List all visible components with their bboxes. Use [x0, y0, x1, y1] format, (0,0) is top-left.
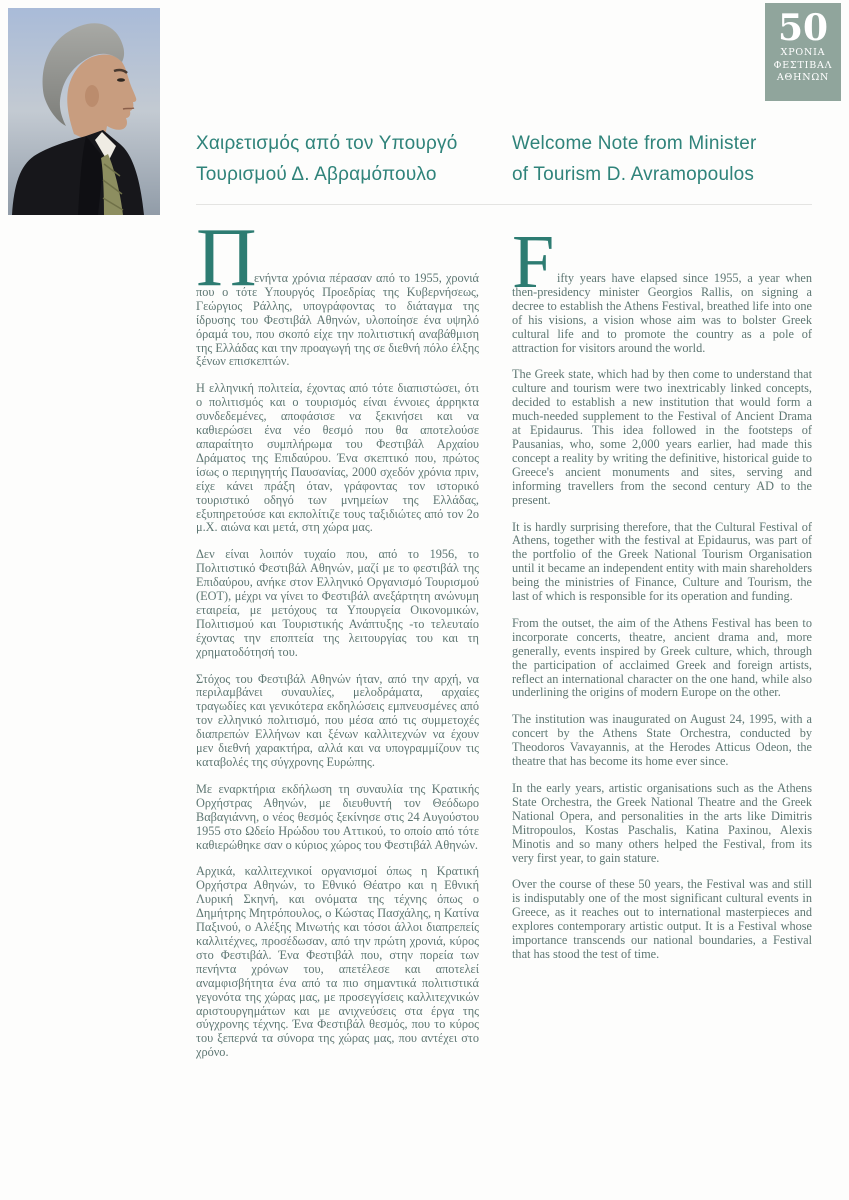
logo-line-athinon: ΑΘΗΝΩΝ [776, 72, 830, 83]
greek-heading-line-1: Χαιρετισμός από τον Υπουργό [196, 133, 458, 154]
greek-paragraph: Αρχικά, καλλιτεχνικοί οργανισμοί όπως η Κρατική Ορχήστρα Αθηνών, το Εθνικό Θέατρο και η Εθνική Λυρική Σκηνή, και ονόματα της τέχνης όπως ο Δημήτρης Μητρόπουλος, ο Κώστας Πασχάλης, η Κατίνα Παξινού, ο Αλέξης Μινωτής και τόσοι άλλοι διαπρεπείς καλλιτέχνες, προσέδωσαν, από την πρώτη χρονιά, κύρος στο Φεστιβάλ. Ένα Φεστιβάλ που, στην πορεία των πενήντα χρόνων του, απετέλεσε και αποτελεί αναμφισβήτητα ένα από τα πιο σημαντικά πολιτιστικά γεγονότα της χώρας μας, με προσεγγίσεις καλλιτεχνικών αριστουργημάτων και με ανιχνεύσεις στα έργα της σύγχρονης τέχνης. Ένα Φεστιβάλ θεσμός, που το κύρος του ξεπερνά τα σύνορα της χώρας μας, που αντέχει στο χρόνο. [196, 864, 479, 1060]
drop-cap-letter: Π [196, 211, 257, 304]
greek-paragraph: Δεν είναι λοιπόν τυχαίο που, από το 1956, το Πολιτιστικό Φεστιβάλ Αθηνών, μαζί με το φεστιβάλ της Επιδαύρου, ανήκε στον Ελληνικό Οργανισμό Τουρισμού (ΕΟΤ), μέχρι να γίνει το Φεστιβάλ ανεξάρτητη ανώνυμη εταιρεία, με μετόχους τα Υπουργεία Οικονομικών, Πολιτισμού και Τουριστικής Ανάπτυξης -το τελευταίο έχοντας την εποπτεία της λειτουργίας του και τη χρηματοδότησή του. [196, 547, 479, 659]
english-paragraph: Over the course of these 50 years, the Festival was and still is indisputably one of the most significant cultural events in Greece, as it reaches out to international masterpieces and explores contemporary artistic output. It is a Festival whose importance transcends our national boundaries, a Festival that has stood the test of time. [512, 877, 812, 961]
greek-heading-line-2: Τουρισμού Δ. Αβραμόπουλο [196, 164, 437, 185]
english-paragraph: The institution was inaugurated on August 24, 1995, with a concert by the Athens State Orchestra, conducted by Theodoros Vavayannis, at the Herodes Atticus Odeon, the theatre that has become its home ever since. [512, 712, 812, 769]
english-paragraph: In the early years, artistic organisations such as the Athens State Orchestra, the Greek National Theatre and the Greek National Opera, and personalities in the arts like Dimitris Mitropoulos, Kostas Paschalis, Katina Paxinou, Alexis Minotis and so many others helped the Festival, from its very first year, to gain stature. [512, 781, 812, 865]
greek-lead-paragraph [196, 211, 479, 369]
drop-cap-letter: F [512, 220, 555, 304]
logo-number: 50 [777, 7, 829, 49]
greek-paragraph: Η ελληνική πολιτεία, έχοντας από τότε διαπιστώσει, ότι ο πολιτισμός και ο τουρισμός είναι έννοιες άρρηκτα συνδεδεμένες, αποφάσισε να ξεκινήσει και να καθιερώσει ένα νέο θεσμό που θα αποτελούσε απαραίτητο συμπλήρωμα του Φεστιβάλ Αρχαίου Δράματος της Επιδαύρου. Ένα σκεπτικό που, πρώτος ίσως ο περιηγητής Παυσανίας, 2000 σχεδόν χρόνια πριν, είχε κάνει πράξη όταν, γράφοντας τον ιστορικό τουριστικό οδηγό των μνημείων της Ελλάδας, εξυπηρετούσε και εκπολίτιζε τους ταξιδιώτες από τον 2ο μ.Χ. αιώνα και μετά, στη χώρα μας. [196, 381, 479, 535]
logo-line-festival: ΦΕΣΤΙΒΑΛ [773, 59, 833, 71]
english-paragraph: From the outset, the aim of the Athens Festival has been to incorporate concerts, theatre, ancient drama and, more generally, events inspired by Greek culture, which, through the participation of acclaimed Greek and foreign artists, reflect an international character on the one hand, while also underlining the origins of modern Europe on the other. [512, 615, 812, 700]
greek-paragraph: Στόχος του Φεστιβάλ Αθηνών ήταν, από την αρχή, να περιλαμβάνει συναυλίες, μελοδράματα, αρχαίες τραγωδίες και γενικότερα εκδηλώσεις εμπνευσμένες από τον ελληνικό πολιτισμό, που μέσα από τις συμμετοχές διαπρεπών Ελλήνων και ξένων καλλιτεχνών να έχουν μεν διεθνή χαρακτήρα, αλλά και να υπογραμμίζουν τις καταβολές της σύγχρονης Ευρώπης. [196, 671, 479, 769]
greek-paragraph: Με εναρκτήρια εκδήλωση τη συναυλία της Κρατικής Ορχήστρας Αθηνών, με διευθυντή τον Θεόδωρο Βαβαγιάννη, ο νέος θεσμός ξεκίνησε στις 24 Αυγούστου 1955 στο Ωδείο Ηρώδου του Αττικού, το οποίο από τότε καθιερώθηκε σαν ο κύριος χώρος του Φεστιβάλ Αθηνών. [196, 781, 479, 852]
english-paragraph: The Greek state, which had by then come to understand that culture and tourism were two inextricably linked concepts, decided to establish a new institution that would form a much-needed supplement to the Festival of Ancient Drama at Epidaurus. This idea followed in the footsteps of Pausanias, who, some 2,000 years earlier, had made this concept a reality by writing the definitive, historical guide to Greece's ancient monuments and sites, serving and informing travellers from the second century AD to the present. [512, 367, 812, 507]
english-heading [512, 128, 812, 190]
greek-lead-text: ενήντα χρόνια πέρασαν από το 1955, χρονιά που ο τότε Υπουργός Προεδρίας της Κυβερνήσεως, Γεώργιος Ράλλης, υπογράφοντας το διάταγμα της ίδρυσης του Φεστιβάλ Αθηνών, υλοποίησε ένα υψηλό όραμά του, που σκοπό είχε την πολιτιστική αναβάθμιση της Ελλάδας και την προαγωγή της σε διεθνή πόλο έλξης ξένων επισκεπτών. [196, 271, 479, 369]
english-heading-line-1: Welcome Note from Minister [512, 133, 757, 154]
english-heading-line-2: of Tourism D. Avramopoulos [512, 164, 755, 185]
anniversary-logo [765, 3, 841, 101]
english-column [512, 222, 812, 1073]
headings-row [196, 128, 812, 190]
english-paragraph: It is hardly surprising therefore, that the Cultural Festival of Athens, together with the festival at Epidaurus, was part of the portfolio of the Greek National Tourism Organisation until it became an independent entity with main shareholders being the ministries of Finance, Culture and Tourism, the last of which is responsible for its operation and funding. [512, 519, 812, 604]
english-drop-cap [512, 220, 557, 304]
logo-line-chronia: ΧΡΟΝΙΑ [780, 47, 826, 58]
english-lead-text: ifty years have elapsed since 1955, a year when then-presidency minister Georgios Rallis, on signing a decree to establish the Athens Festival, breathed life into one of his visions, a vision whose aim was to bolster Greek cultural life and to promote the country as a pole of attraction for visitors around the world. [512, 271, 812, 355]
body-columns [196, 211, 812, 1073]
divider-rule [196, 204, 812, 205]
greek-drop-cap [196, 211, 257, 304]
greek-heading [196, 128, 479, 190]
portrait-illustration [8, 8, 160, 215]
minister-portrait-photo [8, 8, 160, 215]
greek-column [196, 211, 479, 1073]
english-lead-paragraph [512, 222, 812, 355]
